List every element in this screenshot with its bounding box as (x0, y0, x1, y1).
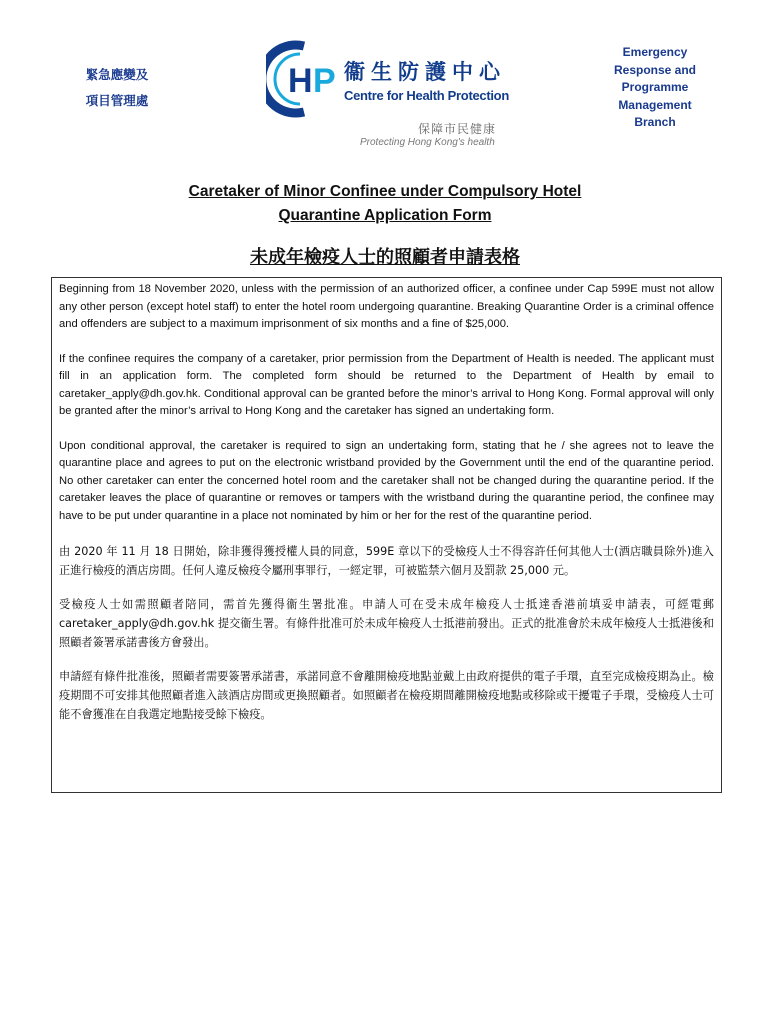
logo-english-name: Centre for Health Protection (344, 88, 509, 103)
notice-box (51, 277, 722, 793)
department-name-english-line: Programme (621, 80, 689, 94)
notice-paragraph-english-2: If the confinee requires the company of a caretaker, prior permission from the Department of Health is needed. The applicant must fill in an application form. The completed form should be returned to the Department of Health by email to caretaker_apply@dh.gov.hk. Conditional approval can be granted before the minor’s arrival to Hong Kong. Formal approval will only be granted after the minor’s arrival to Hong Kong and the caretaker has signed an undertaking form. (59, 352, 714, 417)
department-name-english-line: Emergency (622, 45, 688, 59)
department-name-english (602, 44, 708, 132)
notice-paragraph-chinese-1: 由 2020 年 11 月 18 日開始，除非獲得獲授權人員的同意，599E 章以下的受檢疫人士不得容許任何其他人士(酒店職員除外)進入正進行檢疫的酒店房間。任何人違反檢疫令屬刑事罪行，一經定罪，可被監禁六個月及罰款 25,000 元。 (59, 545, 714, 577)
chp-emblem-icon (266, 40, 346, 118)
department-name-chinese-line1: 緊急應變及 (85, 68, 149, 82)
notice-paragraph-chinese-2: 受檢疫人士如需照顧者陪同，需首先獲得衞生署批准。申請人可在受未成年檢疫人士抵達香港前填妥申請表，可經電郵 caretaker_apply@dh.gov.hk 提交衞生署。有條件批准可於未成年檢疫人士抵港前發出。正式的批准會於未成年檢疫人士抵港後和照顧者簽署承諾書後方會發出。 (59, 598, 714, 649)
notice-paragraph-english-1: Beginning from 18 November 2020, unless with the permission of an authorized officer, a confinee under Cap 599E must not allow any other person (except hotel staff) to enter the hotel room undergoing quarantine. Breaking Quarantine Order is a criminal offence and offenders are subject to a maximum imprisonment of six months and a fine of $25,000. (59, 283, 714, 330)
notice-paragraph-chinese-3: 申請經有條件批准後，照顧者需要簽署承諾書，承諾同意不會離開檢疫地點並戴上由政府提供的電子手環，直至完成檢疫期為止。檢疫期間不可安排其他照顧者進入該酒店房間或更換照顧者。如照顧者在檢疫期間離開檢疫地點或移除或干擾電子手環，受檢疫人士可能不會獲准在自我選定地點接受餘下檢疫。 (59, 670, 714, 721)
department-name-chinese (62, 62, 172, 114)
department-name-english-line: Branch (634, 115, 676, 129)
form-title-english (100, 180, 670, 228)
department-name-english-line: Response and (613, 62, 697, 77)
logo-chinese-name: 衞生防護中心 (344, 60, 506, 84)
form-title-english-line2: Quarantine Application Form (278, 207, 492, 224)
notice-paragraph-english-3: Upon conditional approval, the caretaker is required to sign an undertaking form, stating that he / she agrees not to leave the quarantine place and agrees to put on the electronic wristband provided by the Government until the end of the quarantine period. No other caretaker can enter the concerned hotel room and the caretaker shall not be changed during the quarantine period. If the caretaker leaves the place of quarantine or removes or tampers with the wristband during the quarantine period, the confinee may have to be put under quarantine in a place not nominated by him or her for the rest of the quarantine period. (59, 439, 714, 522)
chp-logo (266, 40, 516, 150)
svg-text:H: H (288, 62, 313, 100)
logo-motto-english: Protecting Hong Kong's health (360, 137, 495, 148)
department-name-english-line: Management (618, 97, 692, 112)
department-name-chinese-line2: 項目管理處 (85, 94, 149, 108)
svg-text:P: P (313, 62, 336, 100)
form-title-chinese: 未成年檢疫人士的照顧者申請表格 (250, 247, 520, 268)
logo-motto-chinese: 保障市民健康 (418, 122, 497, 136)
form-title-english-line1: Caretaker of Minor Confinee under Compulsory Hotel (188, 183, 582, 200)
